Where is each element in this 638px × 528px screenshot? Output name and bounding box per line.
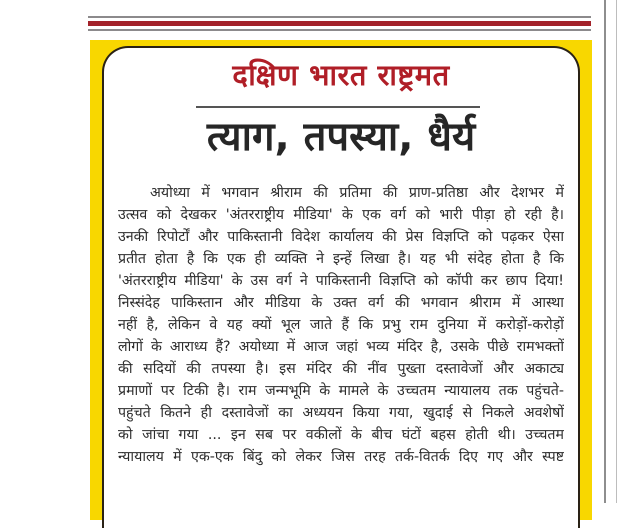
body-line: लोगों के आराध्य हैं? अयोध्या में आज जहां भव्य मंदिर है, उसके पीछे रामभक्तों	[118, 339, 564, 355]
masthead-divider	[196, 106, 480, 108]
body-line: की सदियों की तपस्या है। इस मंदिर की नींव पुख्ता दस्तावेजों और अकाट्य	[118, 361, 564, 377]
column-divider-thin	[616, 0, 617, 503]
column-divider	[604, 0, 606, 503]
body-line: प्रतीत होता है कि एक ही व्यक्ति ने इन्हें लिखा है। यह भी संदेह होता है कि	[118, 251, 564, 267]
body-line: निस्संदेह पाकिस्तान और मीडिया के उक्त वर्ग की भगवान श्रीराम में आस्था	[118, 295, 564, 311]
article-body	[118, 182, 564, 468]
body-line: प्रमाणों पर टिकी है। राम जन्मभूमि के मामले के उच्चतम न्यायालय तक पहुंचते-	[118, 383, 564, 399]
top-rule-gray	[88, 16, 591, 18]
body-line: को जांचा गया ... इन सब पर वकीलों के बीच घंटों बहस होती थी। उच्चतम	[118, 427, 564, 443]
body-line: पहुंचते कितने ही दस्तावेजों का अध्ययन किया गया, खुदाई से निकले अवशेषों	[118, 405, 564, 421]
editorial-panel	[102, 46, 580, 528]
body-line: न्यायालय में एक-एक बिंदु को लेकर जिस तरह तर्क-वितर्क दिए गए और स्पष्ट	[118, 449, 564, 465]
masthead: दक्षिण भारत राष्ट्रमत	[232, 58, 450, 92]
body-line: 'अंतरराष्ट्रीय मीडिया' के उस वर्ग ने पाकिस्तानी विज्ञप्ति को कॉपी कर छाप दिया!	[118, 273, 564, 289]
headline: त्याग, तपस्या, धैर्य	[206, 114, 476, 160]
body-line: उनकी रिपोर्टों और पाकिस्तानी विदेश कार्यालय की प्रेस विज्ञप्ति को पढ़कर ऐसा	[118, 229, 564, 245]
body-line: अयोध्या में भगवान श्रीराम की प्रतिमा की प्राण-प्रतिष्ठा और देशभर में	[150, 185, 564, 201]
bottom-rule-gray	[88, 29, 591, 31]
body-line: उत्सव को देखकर 'अंतरराष्ट्रीय मीडिया' के एक वर्ग को भारी पीड़ा हो रही है।	[118, 207, 564, 223]
body-line: नहीं है, लेकिन वे यह क्यों भूल जाते हैं कि प्रभु राम दुनिया में करोड़ों-करोड़ों	[118, 317, 564, 333]
top-rule-red	[88, 21, 591, 26]
